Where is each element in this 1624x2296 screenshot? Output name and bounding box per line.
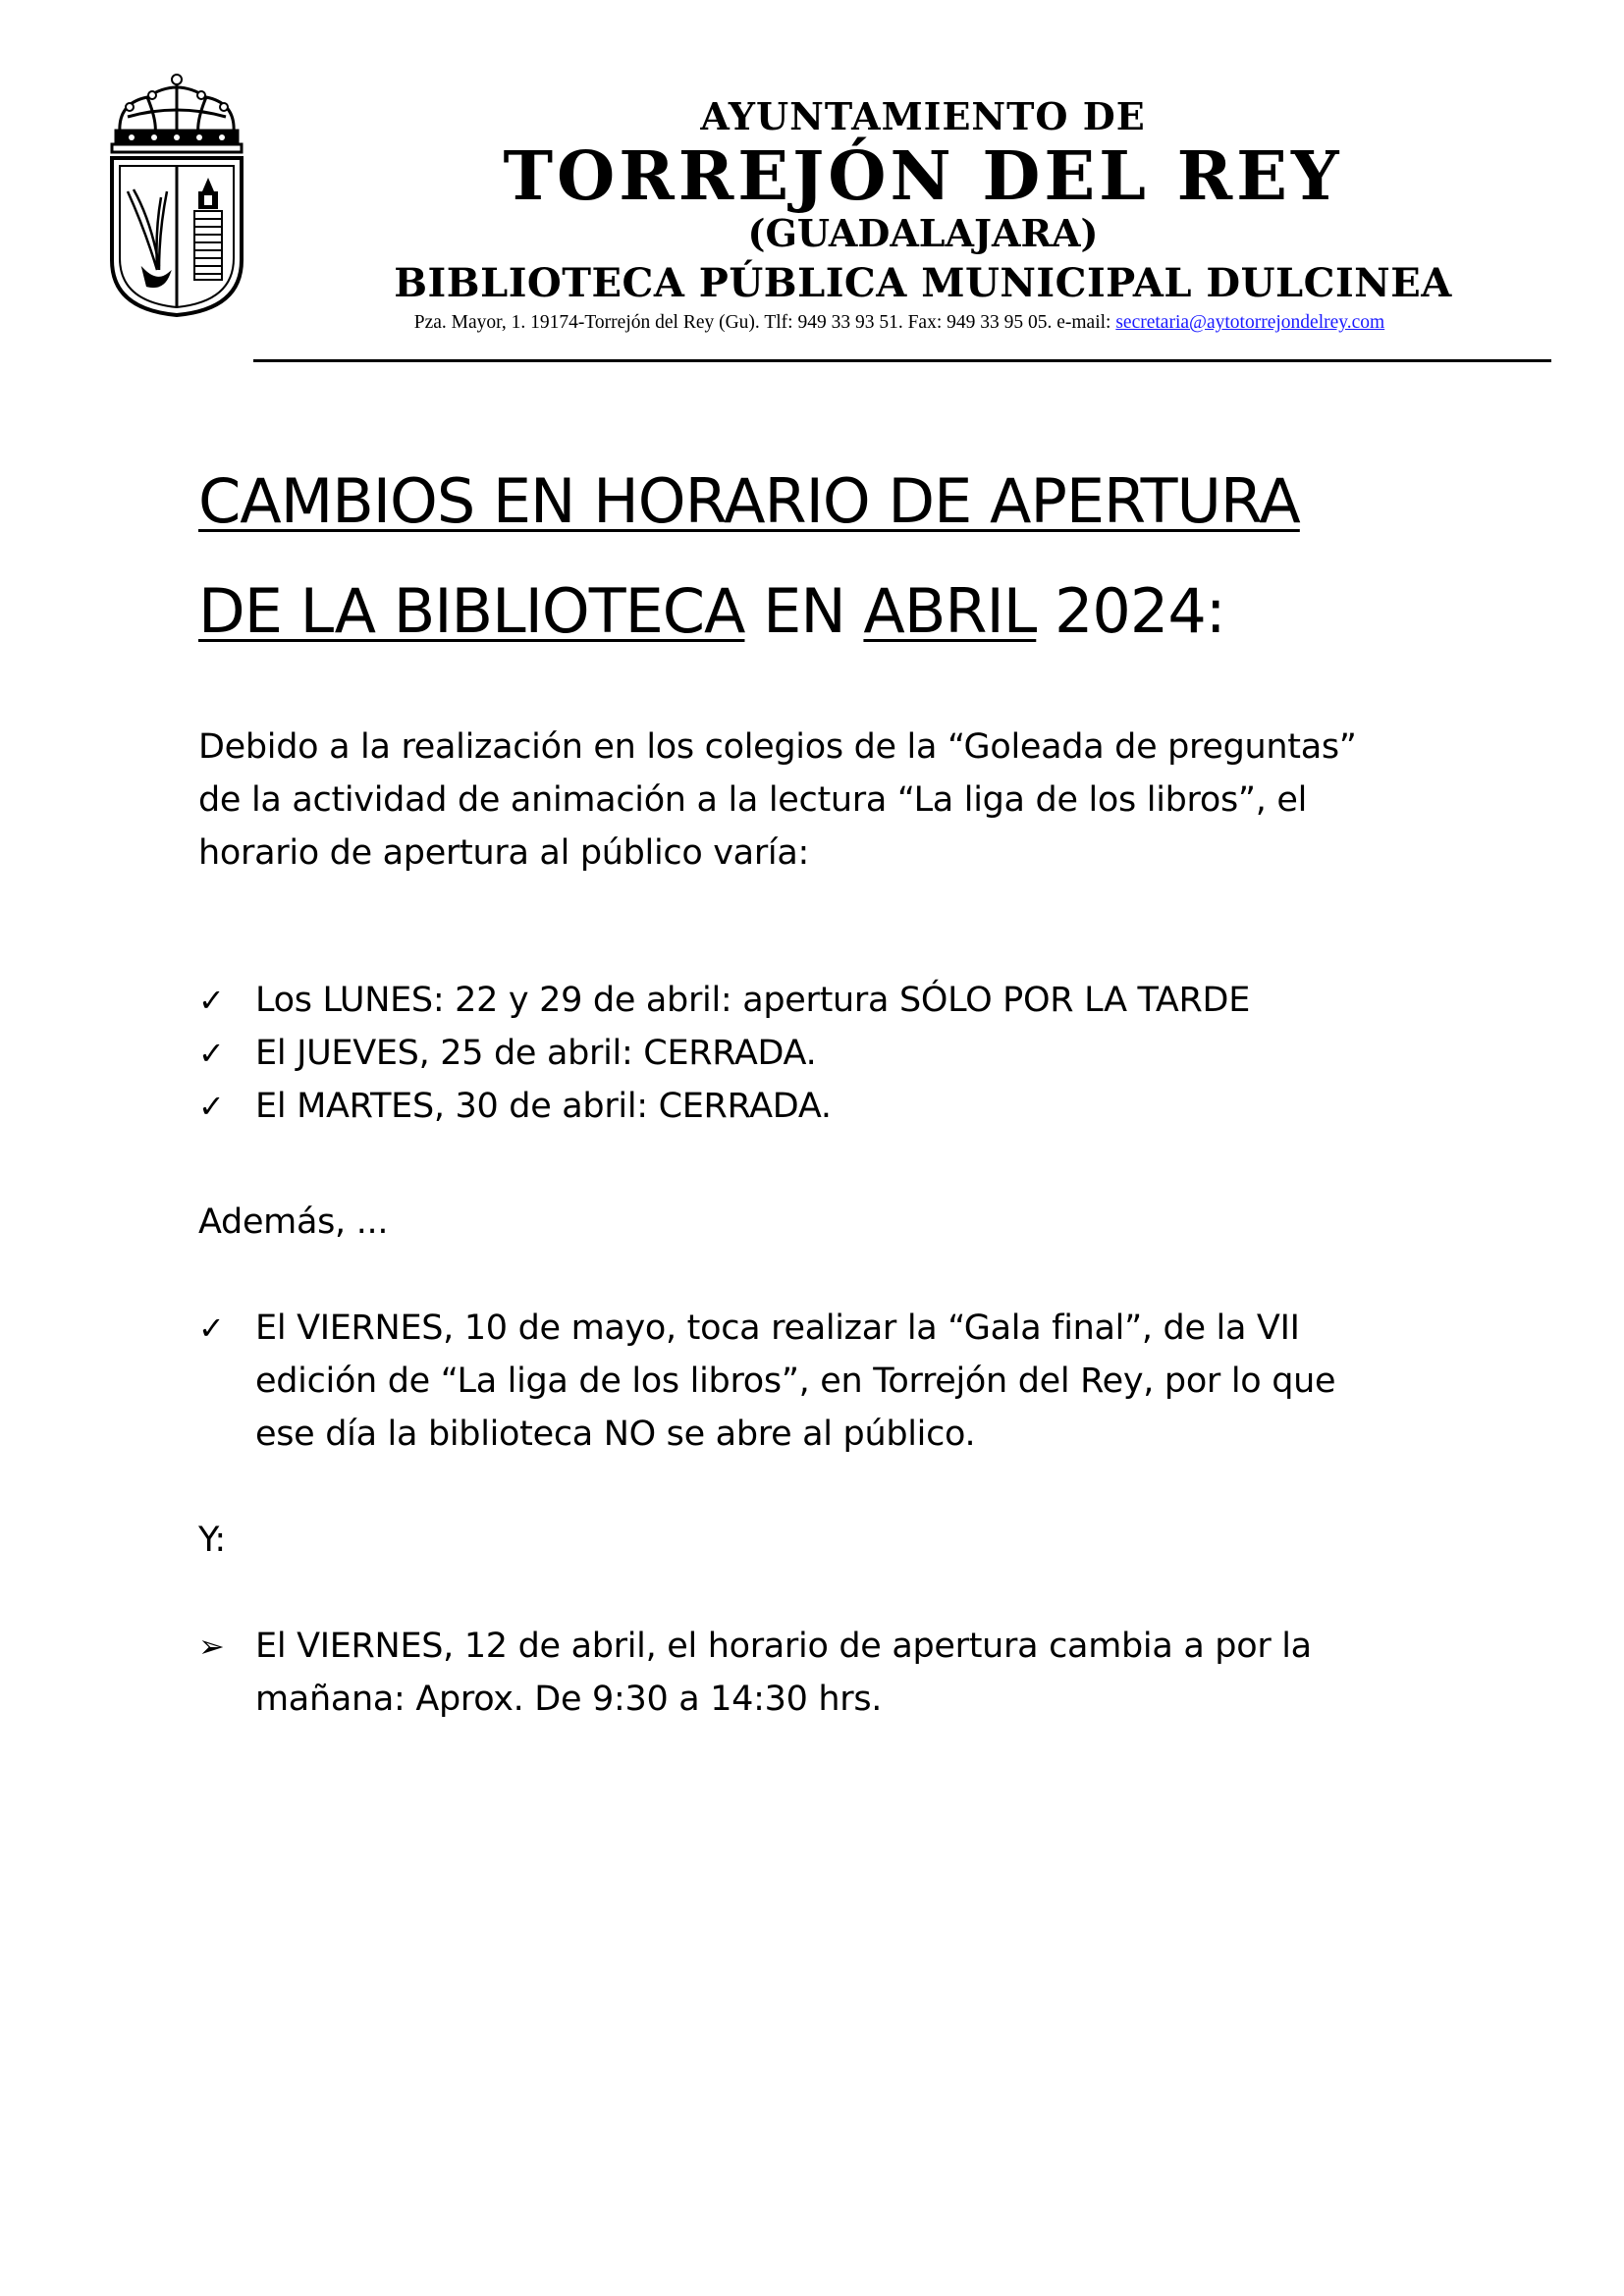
- title-line-1: CAMBIOS EN HORARIO DE APERTURA: [198, 465, 1300, 537]
- list-item-text: El JUEVES, 25 de abril: CERRADA.: [255, 1034, 817, 1073]
- intro-line: de la actividad de animación a la lectura “La liga de los libros”, el: [198, 780, 1308, 820]
- list-item: [198, 1080, 1475, 1133]
- letterhead-divider: [253, 359, 1551, 362]
- checkmark-icon: ✓: [198, 1309, 225, 1347]
- list-item-line: ese día la biblioteca NO se abre al público.: [255, 1415, 976, 1454]
- list-item-line: El VIERNES, 10 de mayo, toca realizar la “Gala final”, de la VII: [255, 1308, 1300, 1348]
- intro-line: Debido a la realización en los colegios de la “Goleada de preguntas”: [198, 727, 1357, 767]
- list-item-text: El MARTES, 30 de abril: CERRADA.: [255, 1087, 832, 1126]
- list-item-line: edición de “La liga de los libros”, en Torrejón del Rey, por lo que: [255, 1362, 1336, 1401]
- list-item: [198, 974, 1475, 1027]
- list-item: [198, 1302, 1475, 1461]
- list-item-text: Los LUNES: 22 y 29 de abril: apertura SÓLO POR LA TARDE: [255, 981, 1251, 1020]
- intro-line: horario de apertura al público varía:: [198, 833, 809, 873]
- gala-final-list: [198, 1302, 1475, 1461]
- title-en: EN: [744, 575, 864, 647]
- letterhead-contact: [271, 312, 1528, 334]
- checkmark-icon: ✓: [198, 1035, 225, 1072]
- list-item-line: El VIERNES, 12 de abril, el horario de apertura cambia a por la: [255, 1627, 1312, 1666]
- contact-text: Pza. Mayor, 1. 19174-Torrejón del Rey (Gu). Tlf: 949 33 93 51. Fax: 949 33 95 05. e-mail:: [413, 312, 1116, 333]
- ademas-paragraph: Además, ...: [198, 1202, 389, 1242]
- list-item: [198, 1620, 1475, 1726]
- title-underlined-biblioteca: DE LA BIBLIOTECA: [198, 575, 745, 647]
- y-paragraph: Y:: [198, 1521, 226, 1560]
- checkmark-icon: ✓: [198, 1088, 225, 1125]
- title-underlined-abril: ABRIL: [863, 575, 1037, 647]
- list-item: [198, 1027, 1475, 1080]
- letterhead-province: (GUADALAJARA): [747, 211, 1099, 255]
- coat-of-arms-icon: [98, 74, 255, 319]
- letterhead-town-name: TORREJÓN DEL REY: [503, 137, 1343, 216]
- letterhead-library-name: BIBLIOTECA PÚBLICA MUNICIPAL DULCINEA: [394, 260, 1452, 306]
- checkmark-icon: ✓: [198, 982, 225, 1019]
- title-year: 2024:: [1036, 575, 1225, 647]
- letterhead-line-ayuntamiento: AYUNTAMIENTO DE: [700, 94, 1146, 138]
- intro-paragraph: [198, 721, 1357, 880]
- friday-schedule-list: [198, 1620, 1475, 1726]
- list-item-line: mañana: Aprox. De 9:30 a 14:30 hrs.: [255, 1680, 883, 1719]
- schedule-changes-list: [198, 974, 1475, 1133]
- notice-title: [198, 447, 1300, 667]
- title-line-2: [198, 557, 1300, 667]
- arrow-bullet-icon: ➢: [198, 1628, 225, 1665]
- contact-email-link[interactable]: secretaria@aytotorrejondelrey.com: [1115, 312, 1385, 333]
